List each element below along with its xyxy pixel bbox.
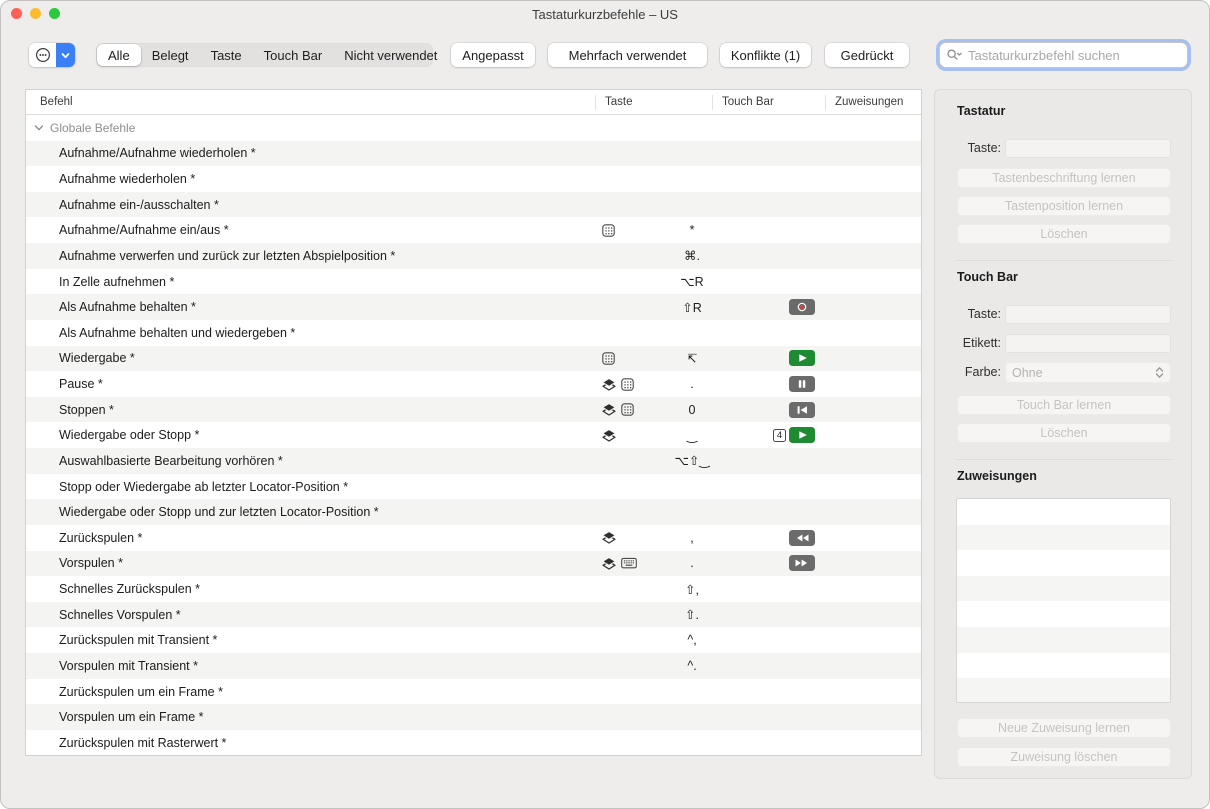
table-row[interactable]	[26, 141, 921, 167]
table-row[interactable]	[26, 448, 921, 474]
layers-icon	[602, 429, 616, 442]
touchbar-taste-label: Taste:	[967, 307, 1001, 321]
command-label: Vorspulen um ein Frame *	[59, 710, 204, 725]
konflikte-button[interactable]: Konflikte (1)	[720, 43, 811, 67]
touchbar-ff-icon	[789, 555, 815, 571]
key-cell	[595, 525, 712, 551]
command-label: Aufnahme/Aufnahme ein/aus *	[59, 223, 229, 238]
layers-icon	[602, 378, 616, 391]
table-row[interactable]	[26, 397, 921, 423]
search-icon	[946, 48, 963, 62]
key-cell	[595, 730, 712, 756]
group-label: Globale Befehle	[50, 120, 136, 135]
table-row[interactable]	[26, 269, 921, 295]
table-row[interactable]	[26, 525, 921, 551]
table-row[interactable]	[26, 627, 921, 653]
table-row[interactable]	[26, 192, 921, 218]
key-cell	[595, 192, 712, 218]
tastenposition-lernen-button[interactable]: Tastenposition lernen	[957, 196, 1171, 216]
table-row[interactable]	[26, 320, 921, 346]
window-title: Tastaturkurzbefehle – US	[532, 7, 678, 22]
key-shortcut: ‿	[686, 428, 698, 443]
section-divider	[957, 260, 1171, 261]
table-row[interactable]	[26, 499, 921, 525]
key-cell	[595, 166, 712, 192]
key-shortcut: ^,	[687, 633, 697, 648]
key-cell	[595, 346, 712, 372]
layers-icon	[602, 403, 616, 416]
table-row[interactable]	[26, 474, 921, 500]
command-label: Auswahlbasierte Bearbeitung vorhören *	[59, 453, 283, 468]
key-cell	[595, 269, 712, 295]
command-label: Vorspulen mit Transient *	[59, 658, 198, 673]
table-row[interactable]	[26, 371, 921, 397]
command-label: Als Aufnahme behalten und wiedergeben *	[59, 325, 296, 340]
key-shortcut: ⇧R	[682, 300, 702, 315]
action-menu-button[interactable]	[29, 43, 75, 67]
filter-segmented-control	[96, 43, 438, 67]
key-cell	[595, 371, 712, 397]
key-shortcut: ⌘.	[684, 249, 700, 264]
column-divider[interactable]	[712, 95, 713, 110]
tastatur-heading: Tastatur	[957, 104, 1006, 118]
numpad-icon	[621, 403, 634, 416]
keyboard-loeschen-button[interactable]: Löschen	[957, 224, 1171, 244]
touchbar-cell	[712, 166, 825, 192]
touchbar-cell	[712, 192, 825, 218]
touchbar-cell	[712, 141, 825, 167]
command-label: Schnelles Vorspulen *	[59, 607, 181, 622]
command-label: Stoppen *	[59, 402, 114, 417]
list-item	[957, 678, 1170, 703]
command-label: Schnelles Zurückspulen *	[59, 582, 201, 597]
column-divider[interactable]	[595, 95, 596, 110]
key-cell	[595, 141, 712, 167]
gedrueckt-button[interactable]: Gedrückt	[825, 43, 909, 67]
farbe-popup[interactable]	[1005, 362, 1171, 383]
key-cell	[595, 397, 712, 423]
layers-icon	[602, 531, 616, 544]
list-item	[957, 550, 1170, 576]
key-shortcut: .	[690, 556, 694, 571]
search-input[interactable]	[966, 47, 1181, 64]
table-rows	[26, 141, 921, 756]
key-shortcut: ^.	[687, 658, 697, 673]
key-shortcut: .	[690, 377, 694, 392]
table-row[interactable]	[26, 576, 921, 602]
key-shortcut: ↸	[686, 351, 698, 366]
command-label: Zurückspulen *	[59, 530, 143, 545]
popup-chevrons-icon	[1155, 366, 1164, 379]
neue-zuweisung-lernen-button[interactable]: Neue Zuweisung lernen	[957, 718, 1171, 738]
keyboard-icon	[621, 557, 637, 569]
command-label: Aufnahme/Aufnahme wiederholen *	[59, 146, 256, 161]
etikett-field[interactable]	[1005, 334, 1171, 353]
etikett-label: Etikett:	[962, 336, 1001, 350]
table-row[interactable]	[26, 346, 921, 372]
touch-bar-lernen-button[interactable]: Touch Bar lernen	[957, 395, 1171, 415]
command-label: Als Aufnahme behalten *	[59, 300, 196, 315]
key-cell	[595, 474, 712, 500]
key-shortcut: 0	[688, 402, 696, 417]
farbe-label: Farbe:	[964, 365, 1001, 379]
group-row-globale-befehle[interactable]	[26, 115, 921, 141]
key-cell	[595, 448, 712, 474]
key-shortcut: ,	[690, 530, 694, 545]
key-cell	[595, 576, 712, 602]
touch-bar-heading: Touch Bar	[957, 270, 1018, 284]
touchbar-loeschen-button[interactable]: Löschen	[957, 423, 1171, 443]
list-item	[957, 576, 1170, 602]
command-label: Aufnahme ein-/ausschalten *	[59, 197, 219, 212]
list-item	[957, 525, 1170, 551]
table-row[interactable]	[26, 294, 921, 320]
farbe-popup-value: Ohne	[1012, 365, 1043, 380]
title-bar[interactable]	[1, 1, 1209, 27]
search-field[interactable]	[939, 42, 1188, 68]
tastenbeschriftung-lernen-button[interactable]: Tastenbeschriftung lernen	[957, 168, 1171, 188]
list-item	[957, 601, 1170, 627]
key-shortcut: ⇧.	[685, 608, 699, 623]
list-item	[957, 653, 1170, 679]
key-cell	[595, 653, 712, 679]
command-label: Vorspulen *	[59, 556, 123, 571]
touchbar-cell	[712, 320, 825, 346]
key-commands-table	[25, 89, 922, 756]
table-row[interactable]	[26, 602, 921, 628]
command-label: Aufnahme verwerfen und zurück zur letzten Abspielposition *	[59, 248, 396, 263]
taste-label: Taste:	[967, 141, 1001, 155]
key-cell	[595, 320, 712, 346]
touchbar-cell	[712, 704, 825, 730]
key-cell	[595, 627, 712, 653]
ellipsis-circle-icon[interactable]	[29, 43, 56, 67]
section-divider	[957, 459, 1171, 460]
table-row[interactable]	[26, 166, 921, 192]
table-row[interactable]	[26, 422, 921, 448]
zuweisungen-heading: Zuweisungen	[957, 469, 1037, 483]
command-label: Wiedergabe *	[59, 351, 135, 366]
list-item	[957, 627, 1170, 653]
column-header-touch-bar[interactable]: Touch Bar	[722, 96, 774, 108]
angepasst-button[interactable]: Angepasst	[451, 43, 535, 67]
disclosure-chevron-icon[interactable]	[34, 124, 44, 132]
numpad-icon	[602, 352, 615, 365]
command-label: Zurückspulen um ein Frame *	[59, 684, 223, 699]
key-cell	[595, 217, 712, 243]
touchbar-cell	[712, 679, 825, 705]
list-item	[957, 499, 1170, 525]
touchbar-record-icon	[789, 299, 815, 315]
command-label: In Zelle aufnehmen *	[59, 274, 175, 289]
touchbar-slot-badge: 4	[773, 429, 786, 442]
key-cell	[595, 679, 712, 705]
chevron-down-icon[interactable]	[56, 43, 75, 67]
zuweisung-loeschen-button[interactable]: Zuweisung löschen	[957, 747, 1171, 767]
segment-alle[interactable]: Alle	[97, 44, 141, 66]
touchbar-key-field[interactable]	[1005, 305, 1171, 324]
command-label: Zurückspulen mit Transient *	[59, 633, 218, 648]
table-row[interactable]	[26, 551, 921, 577]
command-label: Aufnahme wiederholen *	[59, 172, 196, 187]
command-label: Zurückspulen mit Rasterwert *	[59, 735, 227, 750]
table-row[interactable]	[26, 243, 921, 269]
command-label: Wiedergabe oder Stopp und zur letzten Locator-Position *	[59, 505, 379, 520]
mehrfach-verwendet-button[interactable]: Mehrfach verwendet	[548, 43, 707, 67]
command-label: Stopp oder Wiedergabe ab letzter Locator-Position *	[59, 479, 349, 494]
table-header	[26, 90, 921, 115]
touchbar-cell	[712, 499, 825, 525]
numpad-icon	[621, 378, 634, 391]
key-cell	[595, 551, 712, 577]
touchbar-rewind-icon	[789, 530, 815, 546]
key-shortcut: ⌥R	[680, 275, 704, 290]
touchbar-cell	[712, 730, 825, 756]
key-cell	[595, 602, 712, 628]
layers-icon	[602, 557, 616, 570]
key-shortcut: ⇧,	[685, 582, 699, 597]
table-row[interactable]	[26, 653, 921, 679]
key-cell	[595, 243, 712, 269]
inspector-panel	[934, 89, 1192, 779]
touchbar-pause-icon	[789, 376, 815, 392]
touchbar-skipback-icon	[789, 402, 815, 418]
column-header-befehl[interactable]: Befehl	[40, 96, 73, 108]
column-header-taste[interactable]: Taste	[605, 96, 633, 108]
touchbar-play-icon	[789, 350, 815, 366]
key-cell	[595, 499, 712, 525]
table-row[interactable]	[26, 217, 921, 243]
segment-touch-bar[interactable]: Touch Bar	[263, 47, 323, 63]
key-shortcut: *	[689, 223, 695, 238]
table-row[interactable]	[26, 679, 921, 705]
key-cell	[595, 294, 712, 320]
command-label: Wiedergabe oder Stopp *	[59, 428, 200, 443]
key-shortcut: ⌥⇧‿	[674, 454, 710, 469]
column-divider[interactable]	[825, 95, 826, 110]
segment-taste[interactable]: Taste	[210, 47, 242, 63]
command-label: Pause *	[59, 377, 103, 392]
table-row[interactable]	[26, 730, 921, 756]
segment-nicht-verwendet[interactable]: Nicht verwendet	[344, 47, 438, 63]
numpad-icon	[602, 224, 615, 237]
touchbar-play-icon	[789, 427, 815, 443]
table-row[interactable]	[26, 704, 921, 730]
column-header-zuweisungen[interactable]: Zuweisungen	[835, 96, 904, 108]
key-cell	[595, 704, 712, 730]
segment-belegt[interactable]: Belegt	[151, 47, 189, 63]
touchbar-cell	[712, 474, 825, 500]
zuweisungen-list[interactable]	[956, 498, 1171, 703]
key-cell	[595, 422, 712, 448]
keyboard-key-field[interactable]	[1005, 139, 1171, 158]
